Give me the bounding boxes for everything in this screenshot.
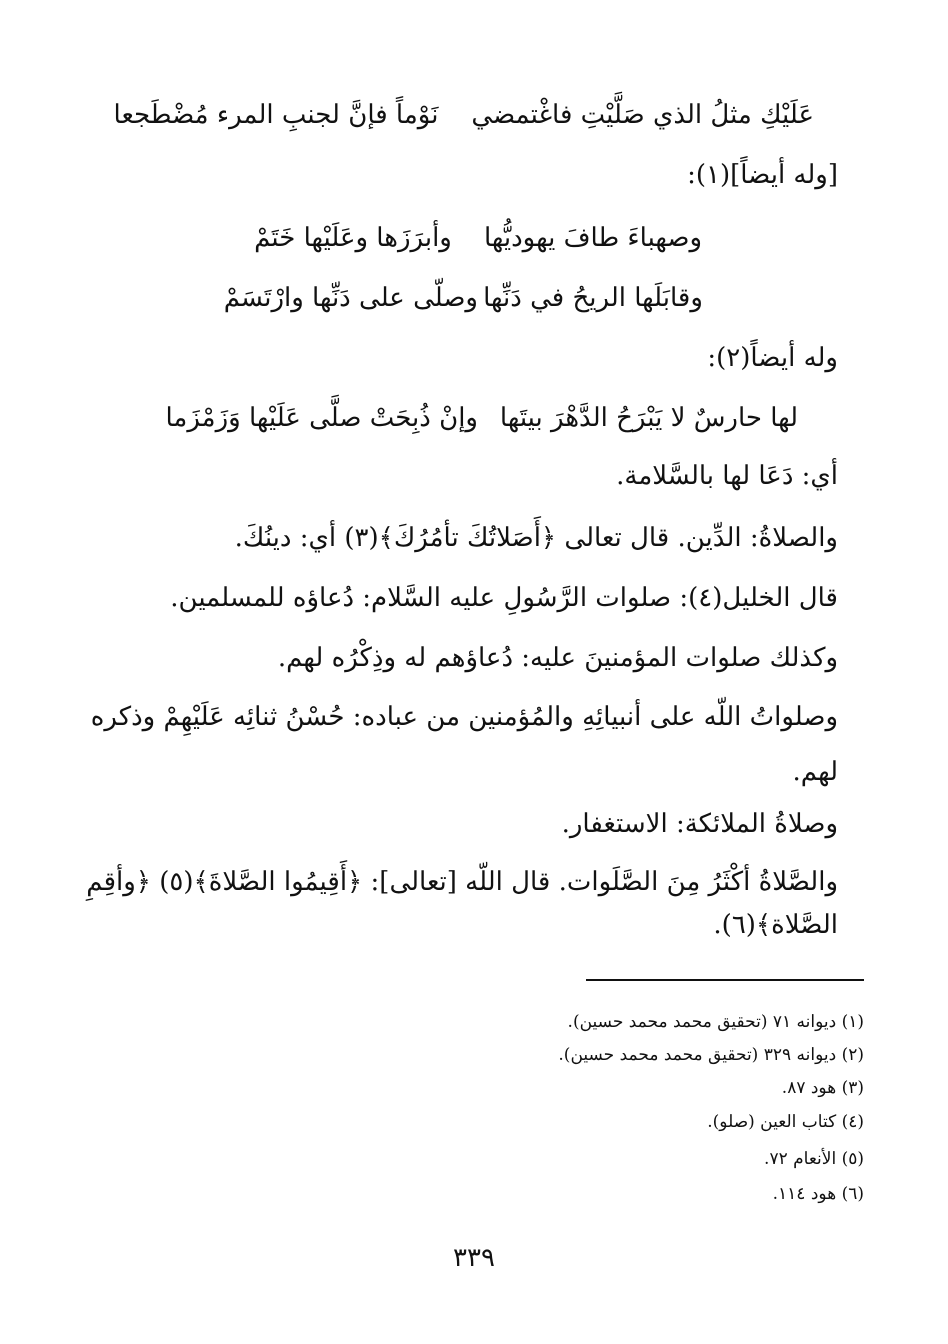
footnote-divider bbox=[586, 979, 864, 981]
verse-2-line-2-first: وقابَلَها الريحُ في دَنِّها bbox=[483, 283, 703, 313]
intro-line-2: [وله أيضاً](١): bbox=[687, 160, 838, 190]
paragraph-7-cont: الصَّلاة﴾(٦). bbox=[713, 910, 838, 940]
paragraph-5-cont: لهم. bbox=[792, 757, 838, 787]
verse-3-first-hemistich: لها حارسٌ لا يَبْرَحُ الدَّهْرَ بيتَها bbox=[499, 403, 799, 433]
paragraph-4: وكذلك صلوات المؤمنينَ عليه: دُعاؤهم له وذِكْرُه لهم. bbox=[277, 643, 838, 673]
verse-2-line-1-first: وصهباءَ طافَ يهوديُّها bbox=[483, 223, 703, 253]
verse-1-second-hemistich: نَوْماً فإنَّ لجنبِ المرء مُضْطَجعا bbox=[113, 100, 439, 130]
footnote-4: (٤) كتاب العين (صلو). bbox=[707, 1112, 864, 1132]
verse-2-line-1-second: وأبرَزَها وعَلَيْها خَتَمْ bbox=[254, 223, 452, 253]
paragraph-7: والصَّلاةُ أكْثَرُ مِنَ الصَّلَوات. قال اللّه [تعالى]: ﴿أَقِيمُوا الصَّلاةَ﴾(٥) ﴿وأقِمِ bbox=[86, 867, 838, 897]
footnote-2: (٢) ديوانه ٣٢٩ (تحقيق محمد محمد حسين). bbox=[558, 1045, 864, 1065]
paragraph-5: وصلواتُ اللّه على أنبيائِهِ والمُؤمنين من عباده: حُسْنُ ثنائِه عَلَيْهِمْ وذكره bbox=[90, 702, 838, 732]
intro-line-3: وله أيضاً(٢): bbox=[707, 343, 838, 373]
footnote-1: (١) ديوانه ٧١ (تحقيق محمد محمد حسين). bbox=[567, 1012, 864, 1032]
footnote-6: (٦) هود ١١٤. bbox=[772, 1184, 864, 1204]
verse-3-second-hemistich: وإنْ ذُبِحَتْ صلَّى عَلَيْها وَزَمْزَما bbox=[165, 403, 478, 433]
paragraph-2: والصلاةُ: الدِّين. قال تعالى ﴿أَصَلاتُكَ تأمُرُكَ﴾(٣) أي: دينُكَ. bbox=[234, 523, 838, 553]
verse-2-line-2-second: وصلّى على دَنِّها وارْتَسَمْ bbox=[223, 283, 478, 313]
verse-1-first-hemistich: عَلَيْكِ مثلُ الذي صَلَّيْتِ فاغْتمضي bbox=[471, 100, 814, 130]
page-number: ٣٣٩ bbox=[453, 1243, 495, 1273]
footnote-5: (٥) الأنعام ٧٢. bbox=[764, 1149, 864, 1169]
paragraph-3: قال الخليل(٤): صلوات الرَّسُولِ عليه السَّلام: دُعاؤه للمسلمين. bbox=[170, 583, 838, 613]
paragraph-1: أي: دَعَا لها بالسَّلامة. bbox=[616, 461, 838, 491]
paragraph-6: وصلاةُ الملائكة: الاستغفار. bbox=[561, 809, 838, 839]
footnote-3: (٣) هود ٨٧. bbox=[781, 1078, 864, 1098]
